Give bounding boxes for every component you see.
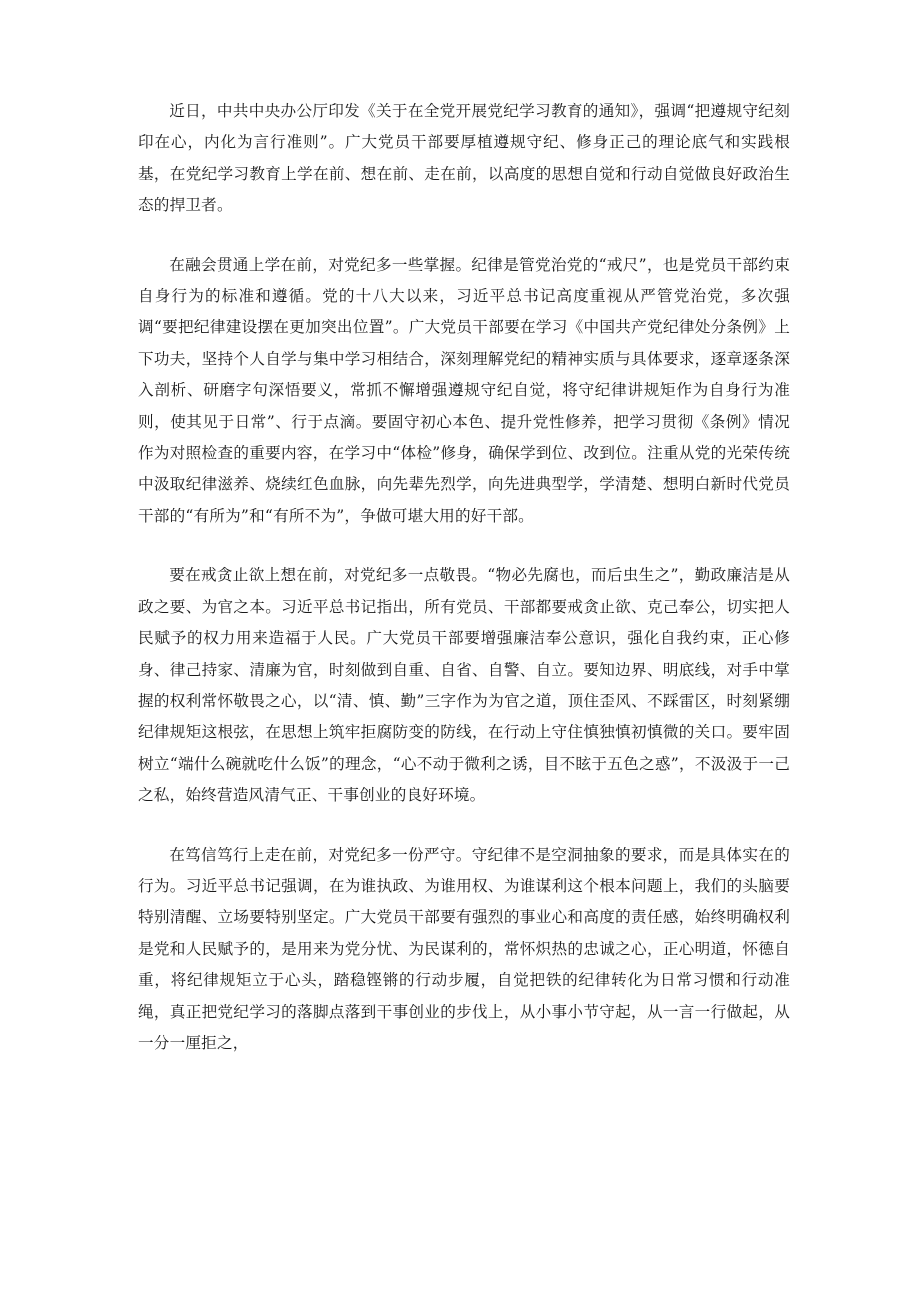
paragraph-intro: 近日，中共中央办公厅印发《关于在全党开展党纪学习教育的通知》，强调“把遵规守纪刻印在心，内化为言行准则”。广大党员干部要厚植遵规守纪、修身正己的理论底气和实践根基，在党纪学习教育上学在前、想在前、走在前，以高度的思想自觉和行动自觉做良好政治生态的捍卫者。 xyxy=(138,102,790,215)
document-body xyxy=(138,96,790,1087)
paragraph-think-ahead: 要在戒贪止欲上想在前，对党纪多一点敬畏。“物必先腐也，而后虫生之”，勤政廉洁是从政之要、为官之本。习近平总书记指出，所有党员、干部都要戒贪止欲、克己奉公，切实把人民赋予的权力用来造福于人民。广大党员干部要增强廉洁奉公意识，强化自我约束，正心修身、律己持家、清廉为官，时刻做到自重、自省、自警、自立。要知边界、明底线，对手中掌握的权利常怀敬畏之心，以“清、慎、勤”三字作为为官之道，顶住歪风、不踩雷区，时刻紧绷纪律规矩这根弦，在思想上筑牢拒腐防变的防线，在行动上守住慎独慎初慎微的关口。要牢固树立“端什么碗就吃什么饭”的理念，“心不动于微利之诱，目不眩于五色之惑”，不汲汲于一己之私，始终营造风清气正、干事创业的良好环境。 xyxy=(138,566,790,805)
paragraph-study-ahead: 在融会贯通上学在前，对党纪多一些掌握。纪律是管党治党的“戒尺”，也是党员干部约束自身行为的标准和遵循。党的十八大以来，习近平总书记高度重视从严管党治党，多次强调“要把纪律建设摆在更加突出位置”。广大党员干部要在学习《中国共产党纪律处分条例》上下功夫，坚持个人自学与集中学习相结合，深刻理解党纪的精神实质与具体要求，逐章逐条深入剖析、研磨字句深悟要义，常抓不懈增强遵规守纪自觉，将守纪律讲规矩作为自身行为准则，使其见于日常”、行于点滴。要固守初心本色、提升党性修养，把学习贯彻《条例》情况作为对照检查的重要内容，在学习中“体检”修身，确保学到位、改到位。注重从党的光荣传统中汲取纪律滋养、烧续红色血脉，向先辈先烈学，向先进典型学，学清楚、想明白新时代党员干部的“有所为”和“有所不为”，争做可堪大用的好干部。 xyxy=(138,255,790,525)
paragraph-act-ahead: 在笃信笃行上走在前，对党纪多一份严守。守纪律不是空洞抽象的要求，而是具体实在的行为。习近平总书记强调，在为谁执政、为谁用权、为谁谋利这个根本问题上，我们的头脑要特别清醒、立场要特别坚定。广大党员干部要有强烈的事业心和高度的责任感，始终明确权利是党和人民赋予的，是用来为党分忧、为民谋利的，常怀炽热的忠诚之心，正心明道，怀德自重，将纪律规矩立于心头，踏稳铿锵的行动步履，自觉把铁的纪律转化为日常习惯和行动准绳，真正把党纪学习的落脚点落到干事创业的步伐上，从小事小节守起，从一言一行做起，从一分一厘拒之， xyxy=(138,845,790,1052)
